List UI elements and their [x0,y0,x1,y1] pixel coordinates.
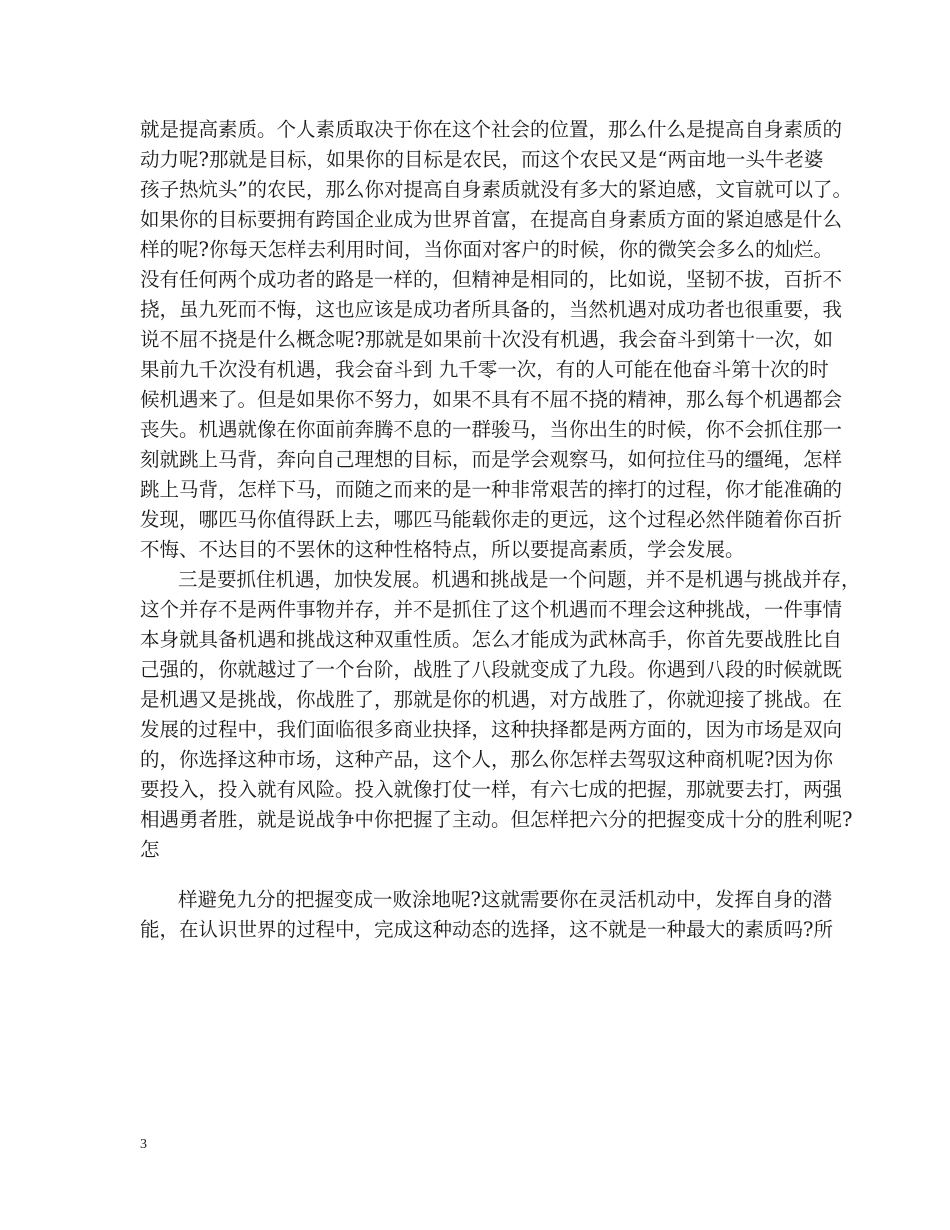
text-line: 说不屈不挠是什么概念呢?那就是如果前十次没有机遇，我会奋斗到第十一次，如 [140,328,833,351]
text-line: 三是要抓住机遇，加快发展。机遇和挑战是一个问题，并不是机遇与挑战并存， [178,568,861,591]
text-line: 是机遇又是挑战，你战胜了，那就是你的机遇，对方战胜了，你就迎接了挑战。在 [140,688,843,711]
text-line: 没有任何两个成功者的路是一样的，但精神是相同的，比如说，坚韧不拔，百折不 [140,268,843,291]
page-number: 3 [140,1137,147,1152]
text-line: 如果你的目标要拥有跨国企业成为世界首富，在提高自身素质方面的紧迫感是什么 [140,208,843,231]
text-line: 果前九千次没有机遇，我会奋斗到 九千零一次，有的人可能在他奋斗第十次的时 [140,358,829,381]
body-text [140,115,861,945]
text-line: 就是提高素质。个人素质取决于你在这个社会的位置，那么什么是提高自身素质的 [140,118,843,141]
text-line: 候机遇来了。但是如果你不努力，如果不具有不屈不挠的精神，那么每个机遇都会 [140,388,843,411]
paragraph [140,885,833,945]
paragraph-gap [140,865,812,885]
text-line: 样避免九分的把握变成一败涂地呢?这就需要你在灵活机动中，发挥自身的潜 [178,888,832,911]
paragraph [140,115,852,565]
paragraph [140,565,861,865]
text-line: 不悔、不达目的不罢休的这种性格特点，所以要提高素质，学会发展。 [140,538,745,561]
text-line: 己强的，你就越过了一个台阶，战胜了八段就变成了九段。你遇到八段的时候就既 [140,658,843,681]
text-line: 样的呢?你每天怎样去利用时间，当你面对客户的时候，你的微笑会多么的灿烂。 [140,238,833,261]
text-line: 能，在认识世界的过程中，完成这种动态的选择，这不就是一种最大的素质吗?所 [140,918,833,941]
text-line: 发现，哪匹马你值得跃上去，哪匹马能载你走的更远，这个过程必然伴随着你百折 [140,508,843,531]
text-line: 本身就具备机遇和挑战这种双重性质。怎么才能成为武林高手，你首先要战胜比自 [140,628,843,651]
text-line: 这个并存不是两件事物并存，并不是抓住了这个机遇而不理会这种挑战，一件事情 [140,598,843,621]
text-line: 发展的过程中，我们面临很多商业抉择，这种抉择都是两方面的，因为市场是双向 [140,718,843,741]
text-line: 挠，虽九死而不悔，这也应该是成功者所具备的，当然机遇对成功者也很重要，我 [140,298,843,321]
text-line: 孩子热炕头”的农民，那么你对提高自身素质就没有多大的紧迫感，文盲就可以了。 [140,178,852,201]
text-line: 丧失。机遇就像在你面前奔腾不息的一群骏马，当你出生的时候，你不会抓住那一 [140,418,843,441]
text-line: 刻就跳上马背，奔向自己理想的目标，而是学会观察马，如何拉住马的缰绳，怎样 [140,448,843,471]
text-line: 的，你选择这种市场，这种产品，这个人，那么你怎样去驾驭这种商机呢?因为你 [140,748,833,771]
text-line: 要投入，投入就有风险。投入就像打仗一样，有六七成的把握，那就要去打，两强 [140,778,843,801]
text-line: 怎 [140,838,160,861]
text-line: 跳上马背，怎样下马，而随之而来的是一种非常艰苦的摔打的过程，你才能准确的 [140,478,843,501]
text-line: 相遇勇者胜，就是说战争中你把握了主动。但怎样把六分的把握变成十分的胜利呢? [140,808,853,831]
text-line: 动力呢?那就是目标，如果你的目标是农民，而这个农民又是“两亩地一头牛老婆 [140,148,824,171]
